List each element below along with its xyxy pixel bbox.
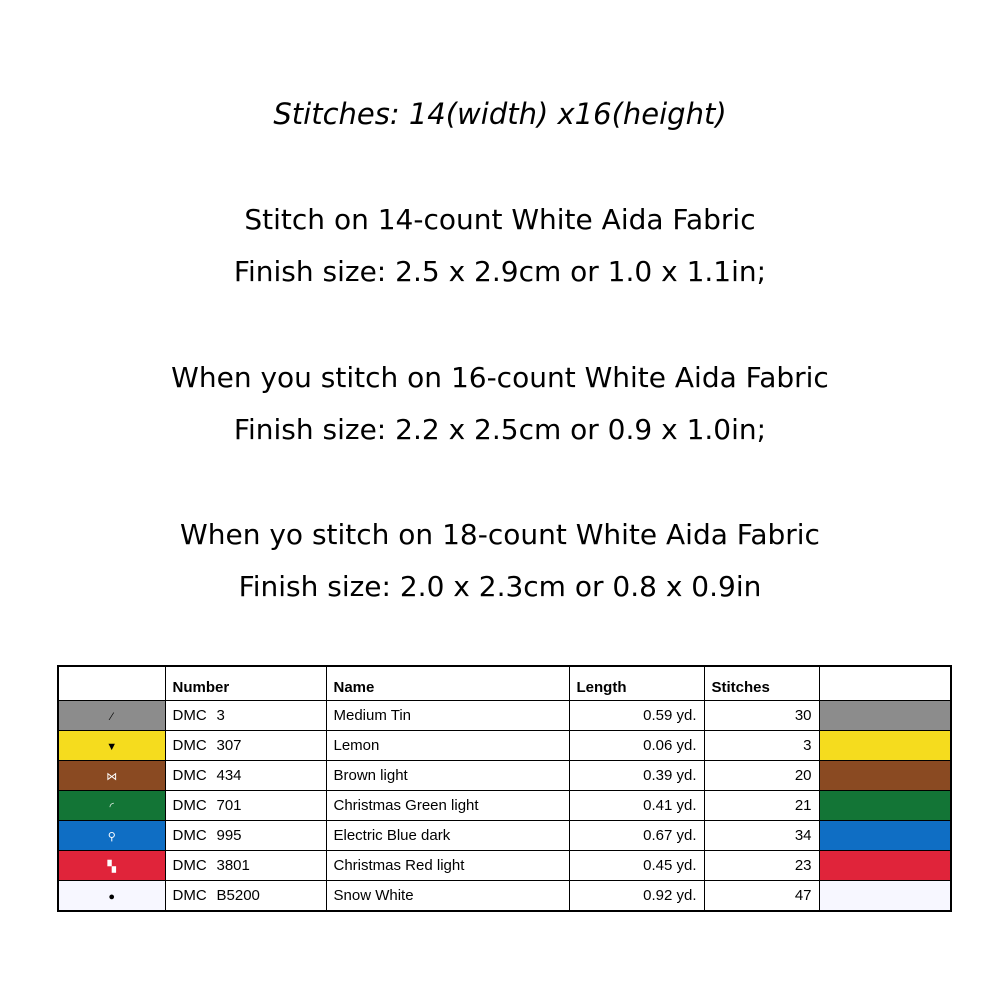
floss-length-cell: 0.39 yd.: [569, 761, 704, 791]
figure-icon: ⚲: [107, 831, 116, 843]
color-swatch: [819, 701, 951, 731]
symbol-cell: [58, 851, 165, 881]
floss-brand: DMC: [172, 887, 207, 904]
table-row: [58, 851, 951, 881]
floss-number-cell: [165, 761, 326, 791]
table-row: [58, 881, 951, 912]
floss-brand: DMC: [172, 737, 207, 754]
finish-size-18-count: Finish size: 2.0 x 2.3cm or 0.8 x 0.9in: [238, 570, 762, 603]
floss-number-cell: [165, 731, 326, 761]
color-swatch: [819, 881, 951, 912]
floss-code: 3801: [216, 857, 250, 874]
column-header-length: Length: [569, 666, 704, 701]
floss-code: 701: [216, 797, 242, 814]
floss-stitches-cell: 3: [704, 731, 819, 761]
floss-stitches-cell: 21: [704, 791, 819, 821]
floss-brand: DMC: [172, 707, 207, 724]
floss-brand: DMC: [172, 767, 207, 784]
finish-size-16-count: Finish size: 2.2 x 2.5cm or 0.9 x 1.0in;: [233, 413, 767, 446]
fabric-18-count-line: When yo stitch on 18-count White Aida Fabric: [180, 518, 820, 551]
floss-length-cell: 0.41 yd.: [569, 791, 704, 821]
floss-name-cell: Electric Blue dark: [326, 821, 569, 851]
floss-table: [57, 665, 952, 912]
floss-name-cell: Christmas Red light: [326, 851, 569, 881]
symbol-cell: [58, 821, 165, 851]
floss-number-cell: [165, 881, 326, 912]
symbol-cell: [58, 761, 165, 791]
snowman-icon: ●: [108, 891, 116, 903]
table-row: [58, 821, 951, 851]
floss-name-cell: Medium Tin: [326, 701, 569, 731]
color-swatch: [819, 821, 951, 851]
floss-code: 434: [216, 767, 242, 784]
column-header-name: Name: [326, 666, 569, 701]
bowtie-icon: ⋈: [106, 771, 118, 783]
floss-code: 307: [216, 737, 242, 754]
table-row: [58, 731, 951, 761]
color-swatch: [819, 761, 951, 791]
floss-number-cell: [165, 791, 326, 821]
column-header-swatch: [819, 666, 951, 701]
column-header-stitches: Stitches: [704, 666, 819, 701]
floss-stitches-cell: 23: [704, 851, 819, 881]
floss-stitches-cell: 34: [704, 821, 819, 851]
floss-number-cell: [165, 821, 326, 851]
floss-brand: DMC: [172, 797, 207, 814]
floss-name-cell: Snow White: [326, 881, 569, 912]
floss-name-cell: Brown light: [326, 761, 569, 791]
floss-number-cell: [165, 701, 326, 731]
color-swatch: [819, 851, 951, 881]
floss-length-cell: 0.06 yd.: [569, 731, 704, 761]
color-swatch: [819, 731, 951, 761]
floss-stitches-cell: 20: [704, 761, 819, 791]
floss-stitches-cell: 30: [704, 701, 819, 731]
floss-length-cell: 0.67 yd.: [569, 821, 704, 851]
finish-size-14-count: Finish size: 2.5 x 2.9cm or 1.0 x 1.1in;: [233, 255, 767, 288]
color-swatch: [819, 791, 951, 821]
arc-icon: ◜: [109, 801, 114, 813]
floss-stitches-cell: 47: [704, 881, 819, 912]
table-row: [58, 791, 951, 821]
floss-name-cell: Christmas Green light: [326, 791, 569, 821]
floss-code: 995: [216, 827, 242, 844]
table-header-row: [58, 666, 951, 701]
fabric-14-count-line: Stitch on 14-count White Aida Fabric: [244, 203, 756, 236]
column-header-symbol: [58, 666, 165, 701]
fabric-16-count-line: When you stitch on 16-count White Aida Fabric: [171, 361, 829, 394]
dots-diagonal-icon: ⁄: [110, 711, 113, 723]
column-header-number: Number: [165, 666, 326, 701]
table-row: [58, 761, 951, 791]
floss-number-cell: [165, 851, 326, 881]
floss-code: B5200: [216, 887, 260, 904]
floss-name-cell: Lemon: [326, 731, 569, 761]
triangle-down-icon: ▼: [106, 741, 118, 753]
symbol-cell: [58, 881, 165, 912]
symbol-cell: [58, 791, 165, 821]
floss-length-cell: 0.45 yd.: [569, 851, 704, 881]
floss-brand: DMC: [172, 857, 207, 874]
floss-brand: DMC: [172, 827, 207, 844]
floss-length-cell: 0.59 yd.: [569, 701, 704, 731]
symbol-cell: [58, 731, 165, 761]
checker-icon: ▚: [107, 861, 116, 873]
floss-code: 3: [216, 707, 225, 724]
table-row: [58, 701, 951, 731]
page-title: Stitches: 14(width) x16(height): [273, 97, 727, 131]
symbol-cell: [58, 701, 165, 731]
floss-length-cell: 0.92 yd.: [569, 881, 704, 912]
